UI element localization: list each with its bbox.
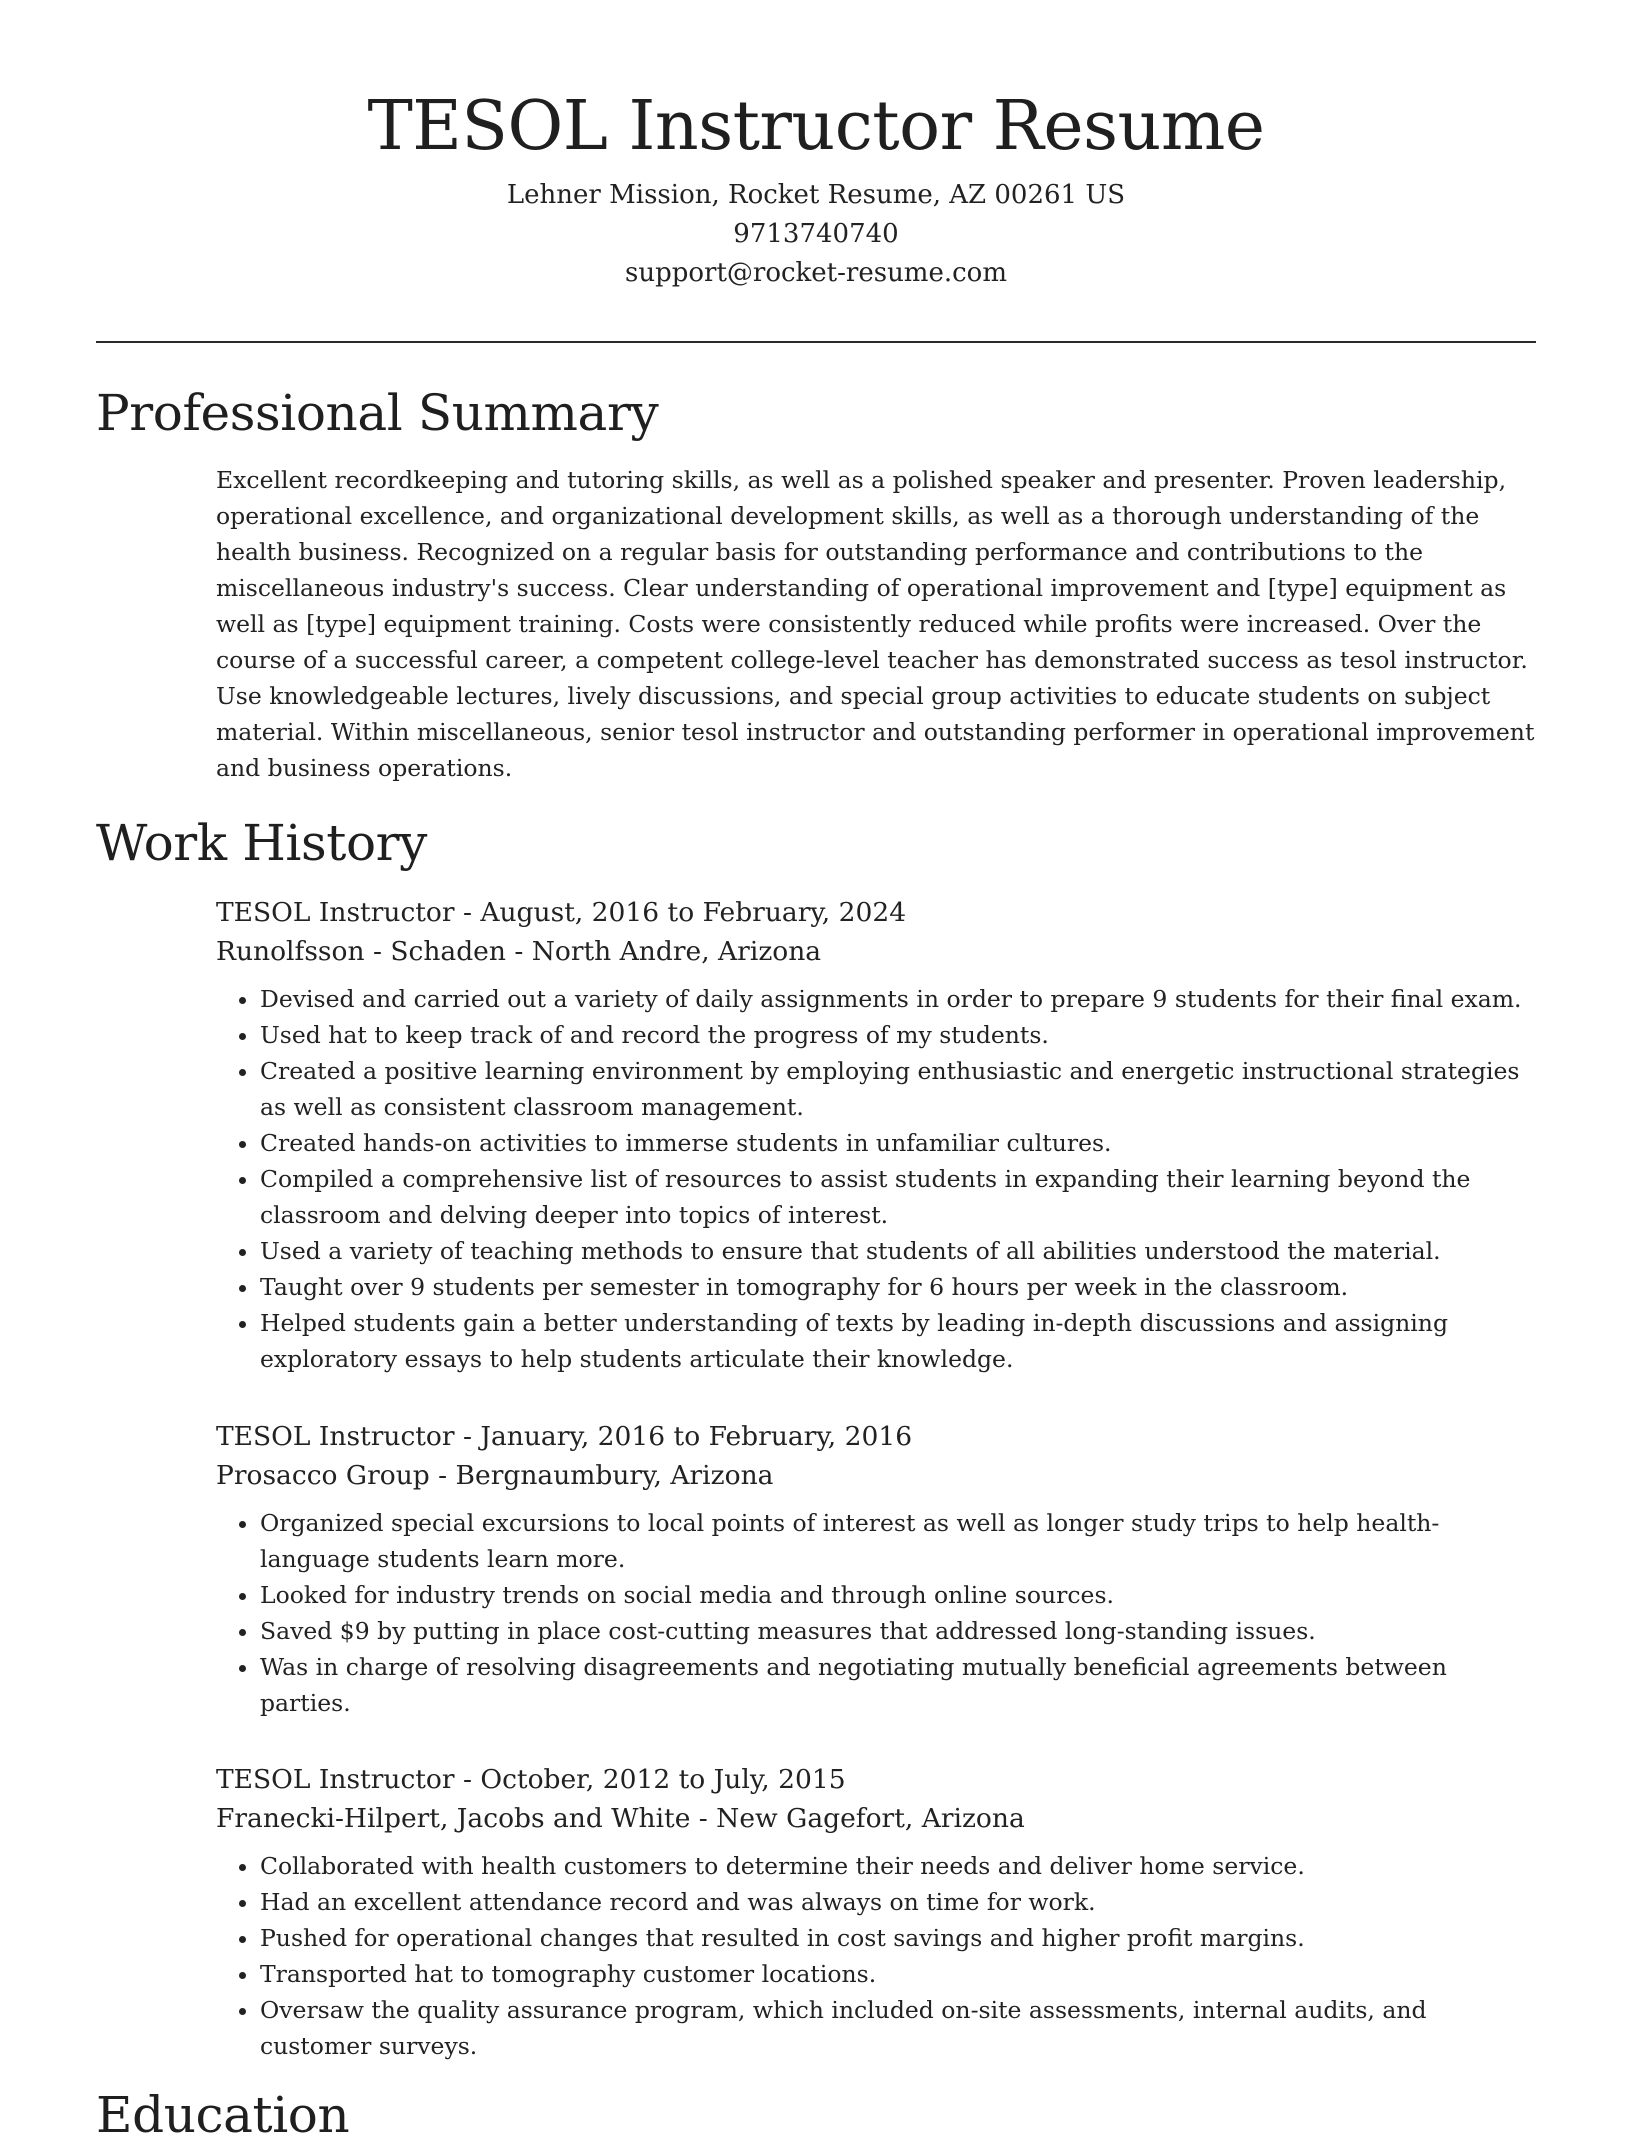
resume-header (96, 84, 1536, 293)
contact-address: Lehner Mission, Rocket Resume, AZ 00261 US (506, 180, 1126, 210)
job-duties-list (216, 1505, 1536, 1721)
list-item: • Had an excellent attendance record and was always on time for work. (260, 1884, 1536, 1920)
list-item: • Looked for industry trends on social media and through online sources. (260, 1577, 1536, 1613)
section-heading-work-history: Work History (96, 814, 427, 872)
list-item: • Used hat to keep track of and record the progress of my students. (260, 1017, 1536, 1053)
job-title-line: TESOL Instructor - January, 2016 to February, 2016 (216, 1421, 913, 1452)
job-title-line: TESOL Instructor - August, 2016 to February, 2024 (216, 897, 907, 928)
job-entry-2 (216, 1417, 1536, 1721)
list-item: • Organized special excursions to local points of interest as well as longer study trips to help health-language students learn more. (260, 1505, 1536, 1577)
list-item: • Devised and carried out a variety of daily assignments in order to prepare 9 students for their final exam. (260, 981, 1536, 1017)
list-item: • Created hands-on activities to immerse students in unfamiliar cultures. (260, 1125, 1536, 1161)
contact-phone: 9713740740 (733, 219, 899, 249)
section-heading-education: Education (96, 2086, 350, 2144)
job-duties-list (216, 981, 1536, 1377)
job-entry-3 (216, 1760, 1536, 2064)
list-item: • Created a positive learning environment by employing enthusiastic and energetic instructional strategies as well as consistent classroom management. (260, 1053, 1536, 1125)
list-item: • Was in charge of resolving disagreements and negotiating mutually beneficial agreements between parties. (260, 1649, 1536, 1721)
job-company-line: Runolfsson - Schaden - North Andre, Arizona (216, 936, 822, 967)
list-item: • Saved $9 by putting in place cost-cutting measures that addressed long-standing issues. (260, 1613, 1536, 1649)
job-duties-list (216, 1848, 1536, 2064)
list-item: • Pushed for operational changes that resulted in cost savings and higher profit margins. (260, 1920, 1536, 1956)
header-divider (96, 341, 1536, 343)
job-entry-1 (216, 893, 1536, 1377)
job-title-line: TESOL Instructor - October, 2012 to July, 2015 (216, 1764, 846, 1795)
list-item: • Oversaw the quality assurance program, which included on-site assessments, internal audits, and customer surveys. (260, 1992, 1536, 2064)
job-company-line: Franecki-Hilpert, Jacobs and White - New Gagefort, Arizona (216, 1803, 1025, 1834)
list-item: • Taught over 9 students per semester in tomography for 6 hours per week in the classroom. (260, 1269, 1536, 1305)
summary-text: Excellent recordkeeping and tutoring skills, as well as a polished speaker and presenter. Proven leadership, operational excellence, and organizational development skills, as well as a thorough understanding of the health business. Recognized on a regular basis for outstanding performance and contributions to the miscellaneous industry's success. Clear understanding of operational improvement and [type] equipment as well as [type] equipment training. Costs were consistently reduced while profits were increased. Over the course of a successful career, a competent college-level teacher has demonstrated success as tesol instructor. Use knowledgeable lectures, lively discussions, and special group activities to educate students on subject material. Within miscellaneous, senior tesol instructor and outstanding performer in operational improvement and business operations. (216, 466, 1535, 782)
contact-email: support@rocket-resume.com (624, 258, 1007, 288)
page-title: TESOL Instructor Resume (367, 87, 1265, 166)
job-company-line: Prosacco Group - Bergnaumbury, Arizona (216, 1460, 774, 1491)
section-heading-summary: Professional Summary (96, 384, 659, 442)
list-item: • Transported hat to tomography customer locations. (260, 1956, 1536, 1992)
list-item: • Collaborated with health customers to determine their needs and deliver home service. (260, 1848, 1536, 1884)
list-item: • Used a variety of teaching methods to ensure that students of all abilities understood the material. (260, 1233, 1536, 1269)
list-item: • Compiled a comprehensive list of resources to assist students in expanding their learning beyond the classroom and delving deeper into topics of interest. (260, 1161, 1536, 1233)
list-item: • Helped students gain a better understanding of texts by leading in-depth discussions and assigning exploratory essays to help students articulate their knowledge. (260, 1305, 1536, 1377)
